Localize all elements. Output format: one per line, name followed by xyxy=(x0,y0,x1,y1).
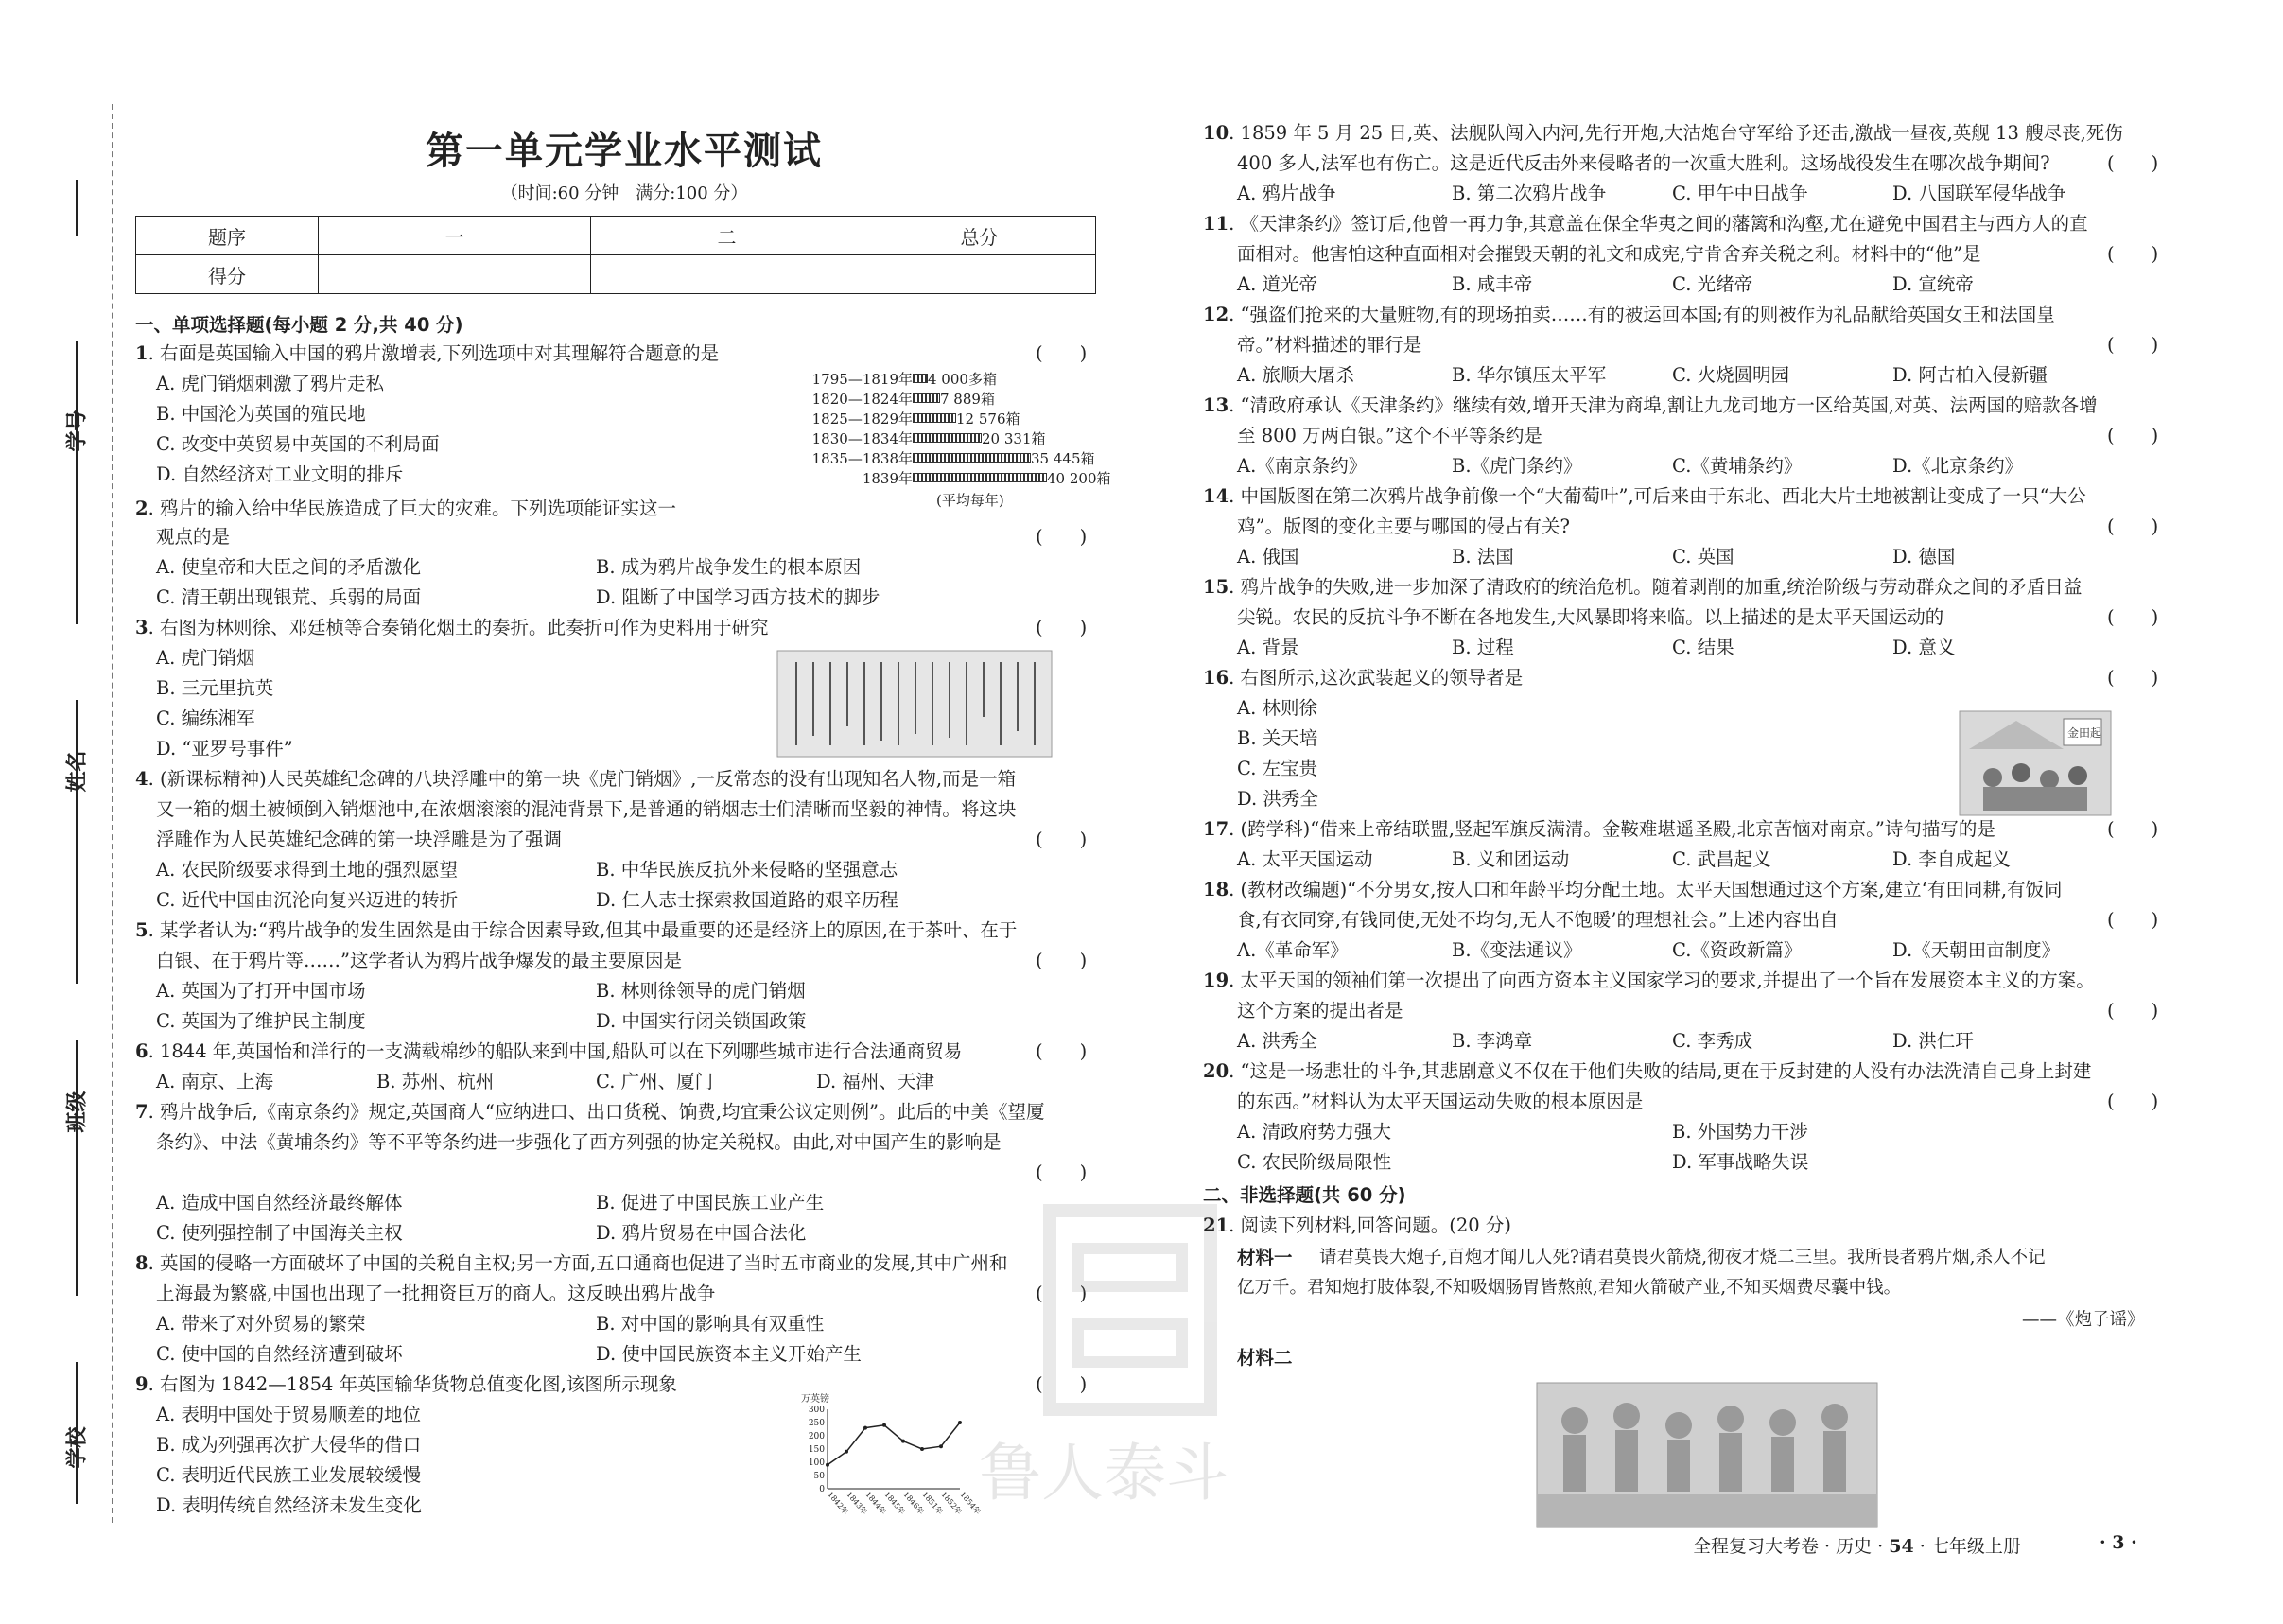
option[interactable]: B.《虎门条约》 xyxy=(1452,455,1582,477)
fig9-year-label: 1854年 xyxy=(958,1490,983,1517)
question-stem: 尖锐。农民的反抗斗争不断在各地发生,大风暴即将来临。以上描述的是太平天国运动的 xyxy=(1237,606,1944,628)
option[interactable]: B. 过程 xyxy=(1452,637,1514,658)
class-label: 班级 xyxy=(64,1091,90,1133)
answer-blank[interactable]: ( ) xyxy=(2107,515,2159,537)
question-stem: 16. 右图所示,这次武装起义的领导者是 xyxy=(1203,667,1524,689)
answer-blank[interactable]: ( ) xyxy=(1036,342,1088,364)
option[interactable]: C. 表明近代民族工业发展较缓慢 xyxy=(156,1464,422,1486)
question-stem: 条约》、中法《黄埔条约》等不平等条约进一步强化了西方列强的协定关税权。由此,对中国产生的影响是 xyxy=(156,1131,1002,1153)
answer-blank[interactable]: ( ) xyxy=(1036,526,1088,548)
option[interactable]: D. 阻断了中国学习西方技术的脚步 xyxy=(596,586,880,608)
option[interactable]: B. 三元里抗英 xyxy=(156,677,274,699)
option[interactable]: C.《资政新篇》 xyxy=(1672,939,1803,961)
fig1-bar xyxy=(913,393,940,403)
score-input-cell[interactable] xyxy=(863,255,1096,294)
fig9-series-line xyxy=(828,1423,960,1465)
question-stem: 帝。”材料描述的罪行是 xyxy=(1237,334,1422,356)
fig9-point xyxy=(901,1440,905,1443)
fig1-bar xyxy=(913,374,928,383)
fig1-period-label: 1839年 xyxy=(862,469,913,487)
fig9-year-label: 1842年 xyxy=(826,1490,850,1517)
answer-blank[interactable]: ( ) xyxy=(2107,334,2159,356)
material-label: 材料二 xyxy=(1237,1347,1293,1369)
question-stem: 10. 1859 年 5 月 25 日,英、法舰队闯入内河,先行开炮,大沽炮台守军给予还击,激战一昼夜,英舰 13 艘尽丧,死伤 xyxy=(1203,122,2123,144)
cut-line xyxy=(112,104,113,1523)
material-text: 亿万千。君知炮打肢体裂,不知吸烟肠胃皆熬煎,君知火箭破产业,不知买烟费尽囊中钱。 xyxy=(1237,1278,1902,1298)
option[interactable]: C. 结果 xyxy=(1672,637,1734,658)
answer-blank[interactable]: ( ) xyxy=(2107,152,2159,174)
option[interactable]: B. 华尔镇压太平军 xyxy=(1452,364,1607,386)
page-title: 第一单元学业水平测试 xyxy=(426,130,823,173)
goods-value-line-chart xyxy=(799,1390,983,1532)
option[interactable]: A. 洪秀全 xyxy=(1237,1030,1317,1052)
fig1-row xyxy=(809,389,995,408)
question-stem: 上海最为繁盛,中国也出现了一批拥资巨万的商人。这反映出鸦片战争 xyxy=(156,1283,716,1304)
fig1-value-label: 40 200箱 xyxy=(1047,469,1111,487)
watermark-text: 鲁人泰斗 xyxy=(979,1437,1229,1510)
answer-blank[interactable]: ( ) xyxy=(1036,1373,1088,1395)
question-stem: 7. 鸦片战争后,《南京条约》规定,英国商人“应纳进口、出口货税、饷费,均宜秉公议定则例”。此后的中美《望厦 xyxy=(135,1101,1045,1123)
option[interactable]: B. 法国 xyxy=(1452,546,1514,568)
option[interactable]: D. 表明传统自然经济未发生变化 xyxy=(156,1494,422,1516)
margin-line xyxy=(76,1040,78,1296)
option[interactable]: A. 英国为了打开中国市场 xyxy=(156,980,366,1002)
answer-blank[interactable]: ( ) xyxy=(1036,829,1088,850)
fig1-period-label: 1835—1838年 xyxy=(811,449,913,467)
question-stem: 14. 中国版图在第二次鸦片战争前像一个“大葡萄叶”,可后来由于东北、西北大片土地被割让变成了一只“大公 xyxy=(1203,485,2086,507)
question-stem: 9. 右图为 1842—1854 年英国输华货物总值变化图,该图所示现象 xyxy=(135,1373,677,1395)
question-stem: 又一箱的烟土被倾倒入销烟池中,在浓烟滚滚的混沌背景下,是普通的销烟志士们清晰而坚毅的神情。将这块 xyxy=(156,798,1017,820)
option[interactable]: A. 俄国 xyxy=(1237,546,1299,568)
margin-line xyxy=(76,341,78,624)
option[interactable]: B. 成为列强再次扩大侵华的借口 xyxy=(156,1434,422,1456)
score-table xyxy=(135,216,1096,294)
answer-blank[interactable]: ( ) xyxy=(2107,425,2159,446)
option[interactable]: B. 成为鸦片战争发生的根本原因 xyxy=(596,556,862,578)
option[interactable]: C. 使中国的自然经济遭到破坏 xyxy=(156,1343,403,1365)
option[interactable]: B. 对中国的影响具有双重性 xyxy=(596,1313,825,1335)
question-stem: 鸡”。版图的变化主要与哪国的侵占有关? xyxy=(1237,515,1570,537)
fig1-bar xyxy=(913,453,1031,463)
option[interactable]: D. 使中国民族资本主义开始产生 xyxy=(596,1343,862,1365)
question-stem: 8. 英国的侵略一方面破坏了中国的关税自主权;另一方面,五口通商也促进了当时五市商业的发展,其中广州和 xyxy=(135,1252,1008,1274)
fig9-tick-label: 50 xyxy=(813,1472,825,1481)
option[interactable]: C. 甲午中日战争 xyxy=(1672,183,1808,204)
score-input-cell[interactable] xyxy=(591,255,863,294)
option[interactable]: A. 南京、上海 xyxy=(156,1071,273,1092)
answer-blank[interactable]: ( ) xyxy=(2107,1091,2159,1112)
score-header-cell: 二 xyxy=(591,217,863,255)
option[interactable]: B. 中华民族反抗外来侵略的坚强意志 xyxy=(596,859,898,881)
option[interactable]: C. 武昌起义 xyxy=(1672,848,1771,870)
option[interactable]: D. 仁人志士探索救国道路的艰辛历程 xyxy=(596,889,898,911)
fig9-point xyxy=(826,1463,829,1467)
fig9-year-label: 1844年 xyxy=(863,1490,888,1517)
binding-margin xyxy=(0,0,118,1624)
fig9-year-label: 1852年 xyxy=(939,1490,964,1517)
fig1-value-label: 20 331箱 xyxy=(982,429,1046,447)
option[interactable]: B. 林则徐领导的虎门销烟 xyxy=(596,980,806,1002)
score-header-cell: 一 xyxy=(319,217,591,255)
exam-info: （时间:60 分钟 满分:100 分） xyxy=(500,183,748,203)
question-stem: 20. “这是一场悲壮的斗争,其悲剧意义不仅在于他们失败的结局,更在于反封建的人没有办法洗清自己身上封建 xyxy=(1203,1060,2092,1082)
answer-blank[interactable]: ( ) xyxy=(2107,909,2159,931)
fig9-point xyxy=(845,1450,848,1454)
option[interactable]: A. 旅顺大屠杀 xyxy=(1237,364,1354,386)
option[interactable]: D. 军事战略失误 xyxy=(1672,1151,1809,1173)
fig9-point xyxy=(863,1426,867,1430)
page-footer: 全程复习大考卷 · 历史 · 54 · 七年级上册 xyxy=(1693,1536,2021,1557)
answer-blank[interactable]: ( ) xyxy=(2107,667,2159,689)
fig1-note: (平均每年) xyxy=(936,492,1004,509)
answer-blank[interactable]: ( ) xyxy=(2107,243,2159,265)
question-stem: 食,有衣同穿,有钱同使,无处不均匀,无人不饱暖’的理想社会。”上述内容出自 xyxy=(1237,909,1839,931)
question-stem: 2. 鸦片的输入给中华民族造成了巨大的灾难。下列选项能证实这一 xyxy=(135,498,676,519)
option[interactable]: C. 编练湘军 xyxy=(156,707,255,729)
fig1-row xyxy=(809,369,997,388)
fig9-year-label: 1845年 xyxy=(882,1490,907,1517)
relief-sculpture-image xyxy=(1537,1383,1877,1527)
option[interactable]: C. 广州、厦门 xyxy=(596,1071,714,1092)
fig1-value-label: 12 576箱 xyxy=(956,410,1020,428)
fig1-bar xyxy=(913,413,956,423)
fig9-tick-label: 0 xyxy=(819,1485,825,1494)
option[interactable]: A. 带来了对外贸易的繁荣 xyxy=(156,1313,366,1335)
option[interactable]: C. 近代中国由沉沦向复兴迈进的转折 xyxy=(156,889,459,911)
option[interactable]: C. 李秀成 xyxy=(1672,1030,1753,1052)
fig1-row xyxy=(809,409,1020,428)
section-heading: 二、非选择题(共 60 分) xyxy=(1203,1184,1406,1206)
score-header-cell: 题序 xyxy=(136,217,319,255)
option[interactable]: C. 火烧圆明园 xyxy=(1672,364,1790,386)
option[interactable]: D. “亚罗号事件” xyxy=(156,738,293,760)
option[interactable]: D.《天朝田亩制度》 xyxy=(1892,939,2061,961)
answer-blank[interactable]: ( ) xyxy=(1036,1040,1088,1062)
option[interactable]: A. 造成中国自然经济最终解体 xyxy=(156,1192,403,1214)
name-label: 姓名 xyxy=(64,750,90,793)
option[interactable]: D.《北京条约》 xyxy=(1892,455,2024,477)
fig9-point xyxy=(882,1423,886,1427)
question-stem: 4. (新课标精神)人民英雄纪念碑的八块浮雕中的第一块《虎门销烟》,一反常态的没有出现知名人物,而是一箱 xyxy=(135,768,1017,790)
fig9-tick-label: 250 xyxy=(808,1419,825,1428)
option[interactable]: D. 中国实行闭关锁国政策 xyxy=(596,1010,807,1032)
option[interactable]: B. 外国势力干涉 xyxy=(1672,1121,1808,1143)
question-stem: 1. 右面是英国输入中国的鸦片激增表,下列选项中对其理解符合题意的是 xyxy=(135,342,720,364)
option[interactable]: A.《革命军》 xyxy=(1237,939,1349,961)
answer-blank[interactable]: ( ) xyxy=(2107,1000,2159,1022)
question-stem: 21. 阅读下列材料,回答问题。(20 分) xyxy=(1203,1214,1511,1236)
option[interactable]: C. 英国 xyxy=(1672,546,1734,568)
fig9-tick-label: 200 xyxy=(808,1432,825,1441)
option[interactable]: A. 太平天国运动 xyxy=(1237,848,1373,870)
option[interactable]: A. 鸦片战争 xyxy=(1237,183,1336,204)
option[interactable]: A.《南京条约》 xyxy=(1237,455,1368,477)
option[interactable]: A. 农民阶级要求得到土地的强烈愿望 xyxy=(156,859,458,881)
option[interactable]: A. 虎门销烟刺激了鸦片走私 xyxy=(156,373,384,394)
fig9-year-label: 1843年 xyxy=(845,1490,869,1517)
option[interactable]: C. 清王朝出现银荒、兵弱的局面 xyxy=(156,586,422,608)
fig9-point xyxy=(920,1447,924,1451)
material-label: 材料一 xyxy=(1237,1247,1293,1268)
option[interactable]: A. 表明中国处于贸易顺差的地位 xyxy=(156,1404,421,1425)
option[interactable]: A. 背景 xyxy=(1237,637,1299,658)
memorial-manuscript-image xyxy=(777,651,1052,757)
fig1-period-label: 1825—1829年 xyxy=(811,410,913,428)
fig1-row xyxy=(809,428,1046,447)
option[interactable]: D. 八国联军侵华战争 xyxy=(1892,183,2066,204)
fig1-bar xyxy=(913,433,982,443)
question-stem: 400 多人,法军也有伤亡。这是近代反击外来侵略者的一次重大胜利。这场战役发生在哪次战争期间? xyxy=(1237,152,2050,174)
fig9-tick-label: 150 xyxy=(808,1445,825,1455)
answer-blank[interactable]: ( ) xyxy=(1036,950,1088,971)
answer-blank[interactable]: ( ) xyxy=(2107,606,2159,628)
student-id-label: 学号 xyxy=(64,410,90,452)
figure-caption: 金田起 xyxy=(2067,726,2102,740)
question-stem: 6. 1844 年,英国怡和洋行的一支满载棉纱的船队来到中国,船队可以在下列哪些城市进行合法通商贸易 xyxy=(135,1040,963,1062)
question-stem: 5. 某学者认为:“鸦片战争的发生固然是由于综合因素导致,但其中最重要的还是经济上的原因,在于茶叶、在于 xyxy=(135,919,1018,941)
score-header-cell: 总分 xyxy=(863,217,1096,255)
option[interactable]: D. 德国 xyxy=(1892,546,1956,568)
score-row-label: 得分 xyxy=(136,255,319,294)
option[interactable]: C. 英国为了维护民主制度 xyxy=(156,1010,366,1032)
fig1-period-label: 1830—1834年 xyxy=(811,429,913,447)
question-stem: 浮雕作为人民英雄纪念碑的第一块浮雕是为了强调 xyxy=(156,829,563,850)
question-stem: 这个方案的提出者是 xyxy=(1237,1000,1403,1022)
option[interactable]: D. 李自成起义 xyxy=(1892,848,2011,870)
section-heading: 一、单项选择题(每小题 2 分,共 40 分) xyxy=(135,314,463,336)
fig1-value-label: 35 445箱 xyxy=(1031,449,1095,467)
fig1-period-label: 1795—1819年 xyxy=(811,370,913,388)
option[interactable]: C. 农民阶级局限性 xyxy=(1237,1151,1392,1173)
option[interactable]: D. 福州、天津 xyxy=(816,1071,934,1092)
option[interactable]: B. 促进了中国民族工业产生 xyxy=(596,1192,825,1214)
question-stem: 面相对。他害怕这种直面相对会摧毁天朝的礼文和成宪,宁肯舍弃关税之利。材料中的“他”是 xyxy=(1237,243,1981,265)
option[interactable]: B. 李鸿章 xyxy=(1452,1030,1533,1052)
option[interactable]: B. 中国沦为英国的殖民地 xyxy=(156,403,366,425)
option[interactable]: D. 阿古柏入侵新疆 xyxy=(1892,364,2048,386)
fig9-year-label: 1851年 xyxy=(920,1490,945,1517)
opium-import-table-figure xyxy=(809,369,1111,511)
option[interactable]: D. 洪仁玕 xyxy=(1892,1030,1974,1052)
question-stem: 3. 右图为林则徐、邓廷桢等合奏销化烟土的奏折。此奏折可作为史料用于研究 xyxy=(135,617,769,638)
option[interactable]: A. 清政府势力强大 xyxy=(1237,1121,1391,1143)
answer-blank[interactable]: ( ) xyxy=(2107,818,2159,840)
question-stem: 18. (教材改编题)“不分男女,按人口和年龄平均分配土地。太平天国想通过这个方案,建立‘有田同耕,有饭同 xyxy=(1203,879,2063,900)
answer-blank[interactable]: ( ) xyxy=(1036,617,1088,638)
fig1-period-label: 1820—1824年 xyxy=(811,390,913,408)
fig9-tick-label: 100 xyxy=(808,1458,825,1468)
material-source: ——《炮子谣》 xyxy=(2022,1310,2145,1330)
option[interactable]: C. 使列强控制了中国海关主权 xyxy=(156,1222,403,1244)
option[interactable]: D. 鸦片贸易在中国合法化 xyxy=(596,1222,807,1244)
fig1-bar xyxy=(913,473,1047,482)
fig1-value-label: 4 000多箱 xyxy=(928,370,997,388)
question-stem: 15. 鸦片战争的失败,进一步加深了清政府的统治危机。随着剥削的加重,统治阶级与劳动群众之间的矛盾日益 xyxy=(1203,576,2083,598)
question-stem: 观点的是 xyxy=(156,526,231,548)
option[interactable]: C.《黄埔条约》 xyxy=(1672,455,1803,477)
option[interactable]: B. 义和团运动 xyxy=(1452,848,1570,870)
option[interactable]: D. 自然经济对工业文明的排斥 xyxy=(156,463,404,485)
question-stem: 19. 太平天国的领袖们第一次提出了向西方资本主义国家学习的要求,并提出了一个旨在发展资本主义的方案。 xyxy=(1203,969,2095,991)
answer-blank[interactable]: ( ) xyxy=(1036,1283,1088,1304)
option[interactable]: D. 意义 xyxy=(1892,637,1956,658)
option[interactable]: A. 道光帝 xyxy=(1237,273,1317,295)
question-stem: 11. 《天津条约》签订后,他曾一再力争,其意盖在保全华夷之间的藩篱和沟壑,尤在避免中国君主与西方人的直 xyxy=(1203,213,2088,235)
option[interactable]: B. 第二次鸦片战争 xyxy=(1452,183,1607,204)
fig9-year-label: 1846年 xyxy=(901,1490,926,1517)
school-label: 学校 xyxy=(64,1426,90,1469)
question-stem: 白银、在于鸦片等……”这学者认为鸦片战争爆发的最主要原因是 xyxy=(156,950,682,971)
option[interactable]: D. 宣统帝 xyxy=(1892,273,1974,295)
option[interactable]: B. 关天培 xyxy=(1237,727,1318,749)
option[interactable]: C. 光绪帝 xyxy=(1672,273,1753,295)
option[interactable]: B.《变法通议》 xyxy=(1452,939,1582,961)
option[interactable]: A. 虎门销烟 xyxy=(156,647,255,669)
fig9-point xyxy=(939,1444,943,1448)
question-stem: 17. (跨学科)“借来上帝结联盟,竖起军旗反满清。金鞍难堪遥圣殿,北京苦恼对南京。”诗句描写的是 xyxy=(1203,818,1995,840)
question-stem: 12. “强盗们抢来的大量赃物,有的现场拍卖……有的被运回本国;有的则被作为礼品献给英国女王和法国皇 xyxy=(1203,304,2055,325)
question-stem: 的东西。”材料认为太平天国运动失败的根本原因是 xyxy=(1237,1091,1644,1112)
fig1-value-label: 7 889箱 xyxy=(940,390,995,408)
page-number: · 3 · xyxy=(2100,1532,2137,1553)
jintian-uprising-image xyxy=(1960,711,2111,815)
option[interactable]: C. 改变中英贸易中英国的不利局面 xyxy=(156,433,440,455)
question-stem: 至 800 万两白银。”这个不平等条约是 xyxy=(1237,425,1542,446)
fig9-tick-label: 300 xyxy=(808,1406,825,1415)
score-input-cell[interactable] xyxy=(319,255,591,294)
margin-line xyxy=(76,180,78,236)
material-text: 请君莫畏大炮子,百炮才闻几人死?请君莫畏火箭烧,彻夜才烧二三里。我所畏者鸦片烟,杀人不记 xyxy=(1319,1248,2046,1267)
option[interactable]: B. 苏州、杭州 xyxy=(376,1071,495,1092)
answer-blank[interactable]: ( ) xyxy=(1036,1161,1088,1183)
fig9-point xyxy=(958,1421,962,1424)
fig1-row xyxy=(809,468,1111,487)
fig9-unit-label: 万英镑 xyxy=(801,1394,829,1405)
option[interactable]: D. 洪秀全 xyxy=(1237,788,1318,810)
option[interactable]: A. 林则徐 xyxy=(1237,697,1317,719)
fig1-row xyxy=(809,448,1095,467)
option[interactable]: A. 使皇帝和大臣之间的矛盾激化 xyxy=(156,556,421,578)
option[interactable]: C. 左宝贵 xyxy=(1237,758,1318,779)
option[interactable]: B. 咸丰帝 xyxy=(1452,273,1533,295)
margin-line xyxy=(76,700,78,984)
question-stem: 13. “清政府承认《天津条约》继续有效,增开天津为商埠,割让九龙司地方一区给英国,对英、法两国的赔款各增 xyxy=(1203,394,2098,416)
